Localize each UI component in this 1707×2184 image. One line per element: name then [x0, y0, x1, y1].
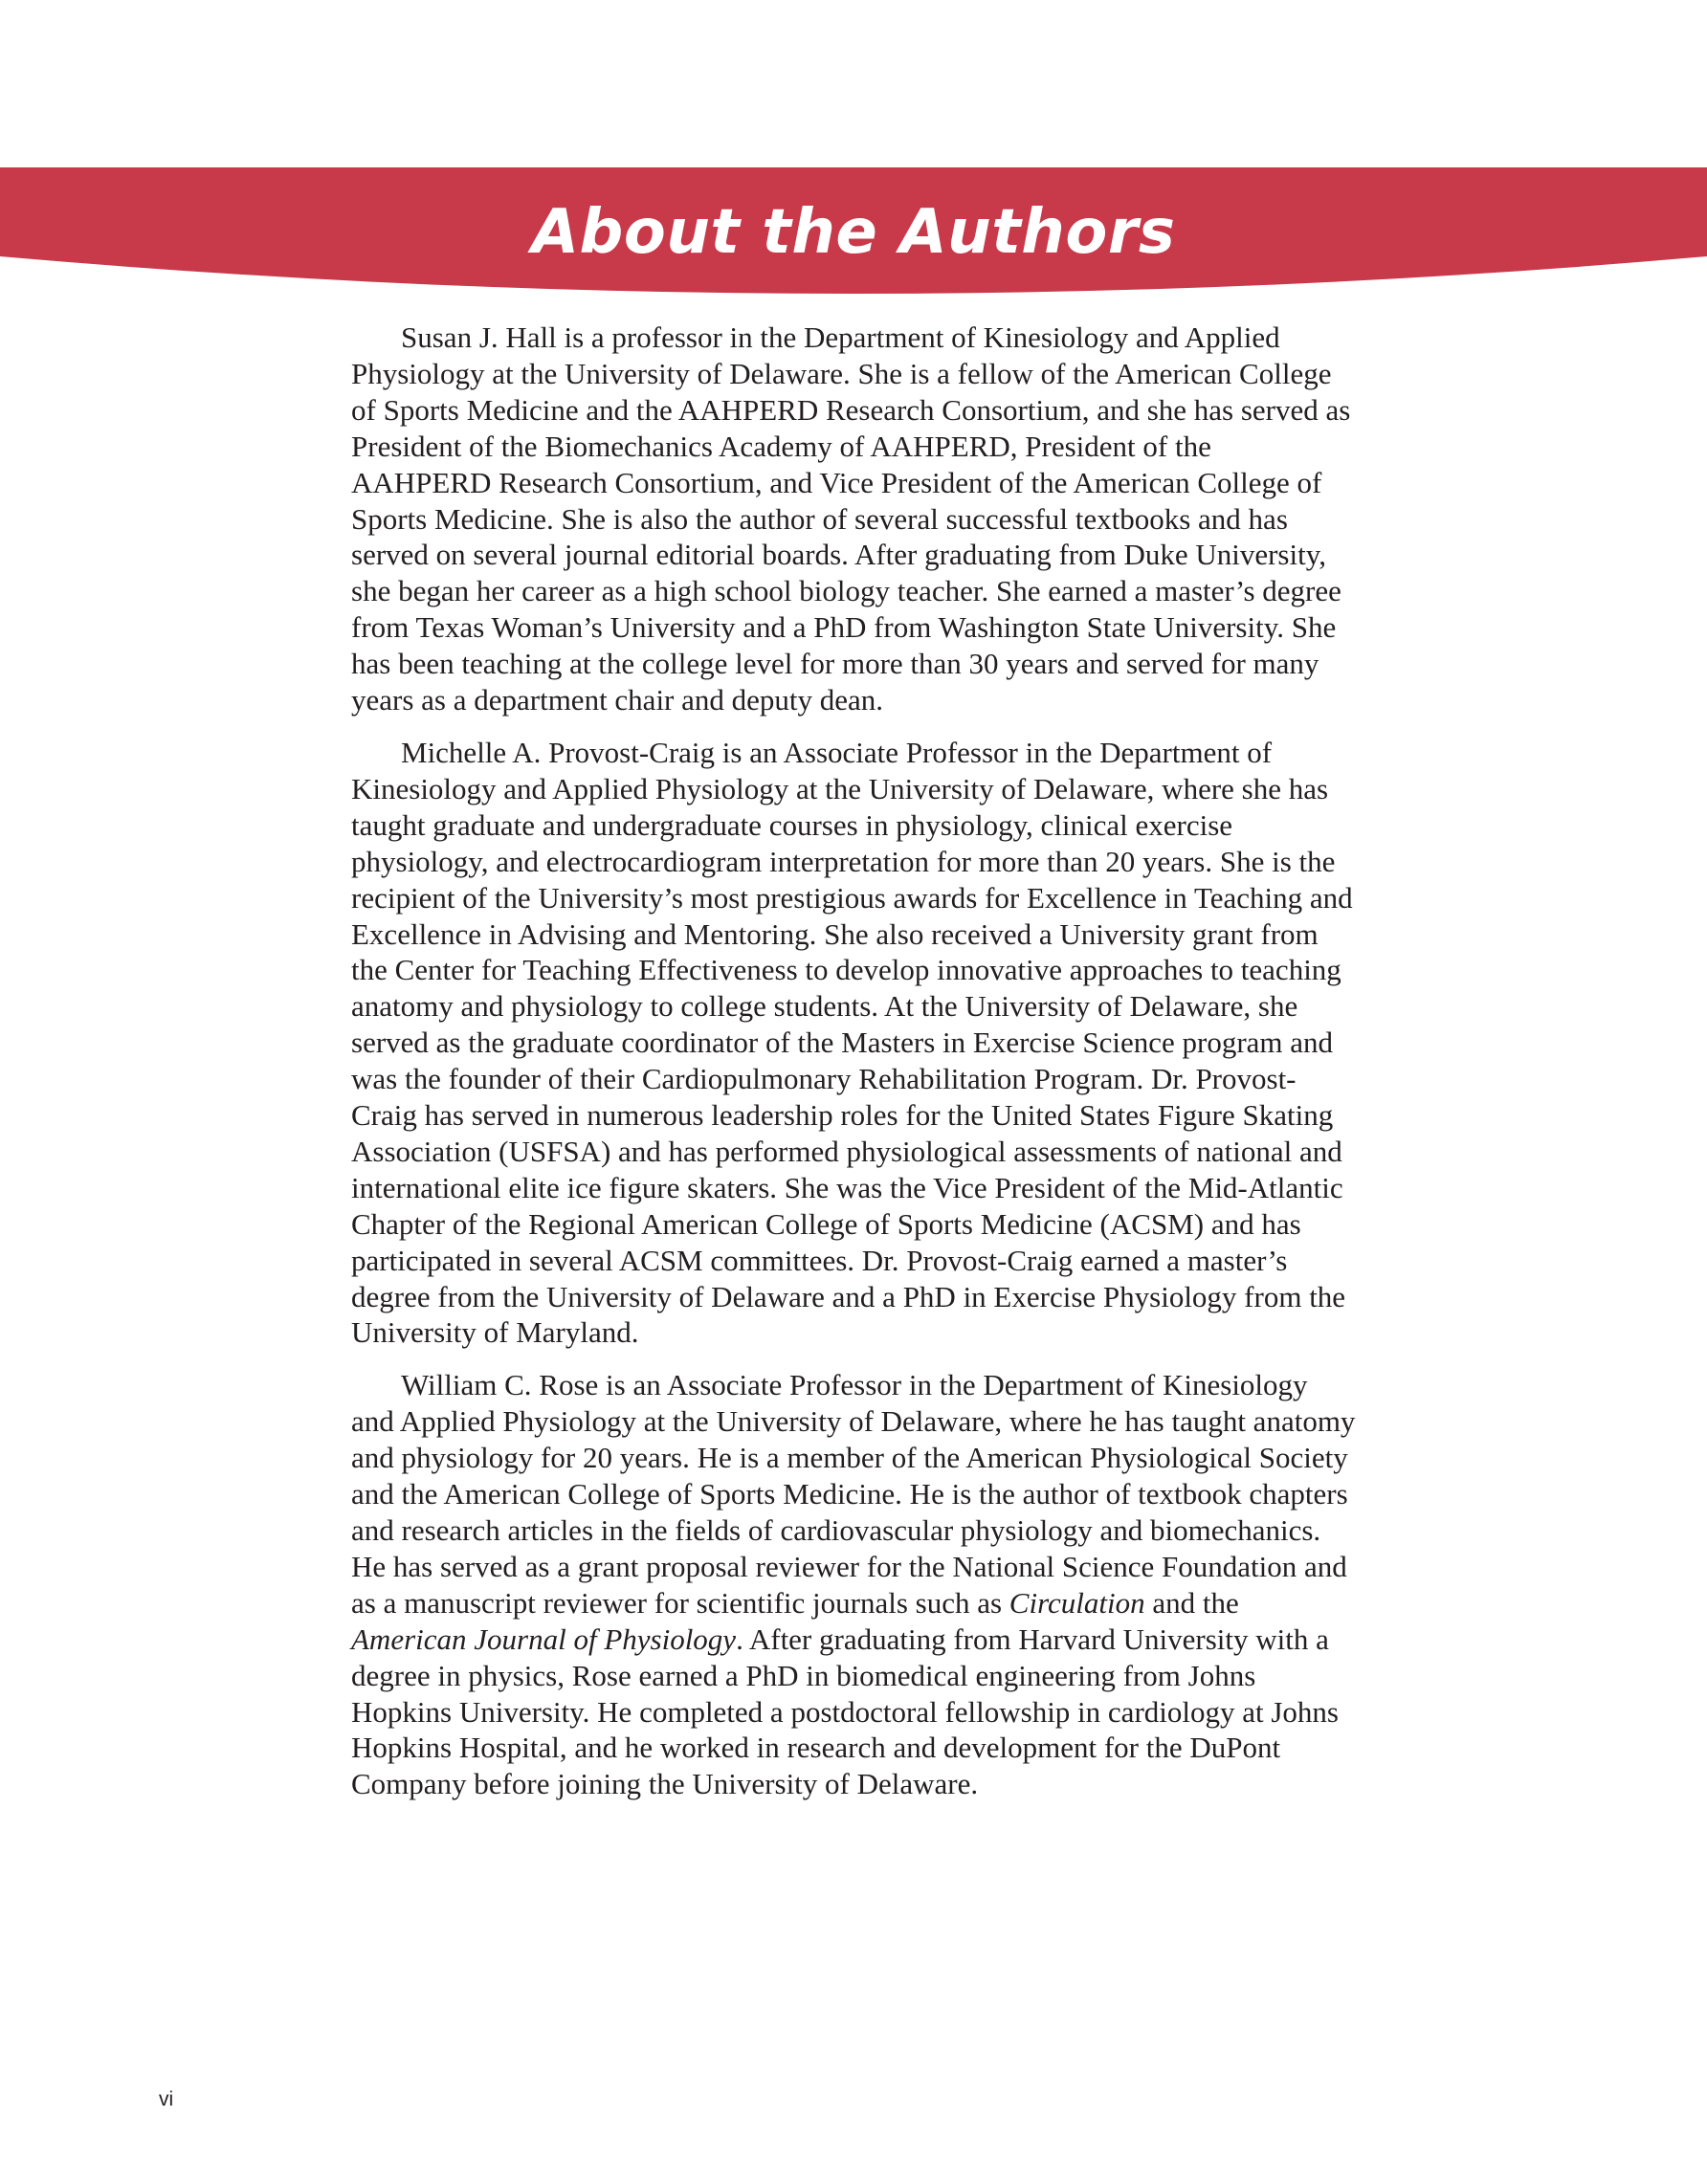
journal-title: American Journal of Physiology	[351, 1621, 737, 1656]
author-bios	[351, 320, 1356, 1819]
bio-michelle-provost-craig: Michelle A. Provost-Craig is an Associate Professor in the Department of Kinesiology and Applied Physiology at the University of Delaware, where she has taught graduate and undergraduate courses in physiology, clinical exercise physiology, and electrocardiogram interpretation for more than 20 years. She is the recipient of the University’s most prestigious awards for Excellence in Teaching and Excellence in Advising and Mentoring. She also received a University grant from the Center for Teaching Effectiveness to develop innovative approaches to teaching anatomy and physiology to college students. At the University of Delaware, she served as the graduate coordinator of the Masters in Exercise Science program and was the founder of their Cardiopulmonary Rehabilitation Program. Dr. Provost-Craig has served in numerous leadership roles for the United States Figure Skating Association (USFSA) and has performed physiological assessments of national and international elite ice figure skaters. She was the Vice President of the Mid-Atlantic Chapter of the Regional American College of Sports Medicine (ACSM) and has participated in several ACSM committees. Dr. Provost-Craig earned a master’s degree from the University of Delaware and a PhD in Exercise Physiology from the University of Maryland.	[351, 735, 1353, 1350]
bio-text-part: and the	[1144, 1585, 1239, 1620]
bio-william-rose	[351, 1367, 1356, 1802]
bio-text-part: William C. Rose is an Associate Professor in the Department of Kinesiology and Applied Physiology at the University of Delaware, where he has taught anatomy and physiology for 20 years. He is a member of the American Physiological Society and the American College of Sports Medicine. He is the author of textbook chapters and research articles in the fields of cardiovascular physiology and biomechanics. He has served as a grant proposal reviewer for the National Science Foundation and as a manuscript reviewer for scientific journals such as	[351, 1368, 1356, 1620]
bio-text-part: . After graduating from Harvard University with a degree in physics, Rose earned a PhD in biomedical engineering from Johns Hopkins University. He completed a postdoctoral fellowship in cardiology at Johns Hopkins Hospital, and he worked in research and development for the DuPont Company before joining the University of Delaware.	[351, 1621, 1339, 1801]
page-number: vi	[159, 2088, 174, 2110]
page-title: About the Authors	[531, 197, 1176, 268]
title-banner	[0, 0, 1707, 306]
bio-susan-hall: Susan J. Hall is a professor in the Department of Kinesiology and Applied Physiology at the University of Delaware. She is a fellow of the American College of Sports Medicine and the AAHPERD Research Consortium, and she has served as President of the Biomechanics Academy of AAHPERD, President of the AAHPERD Research Consortium, and Vice President of the American College of Sports Medicine. She is also the author of several successful textbooks and has served on several journal editorial boards. After graduating from Duke University, she began her career as a high school biology teacher. She earned a master’s degree from Texas Woman’s University and a PhD from Washington State University. She has been teaching at the college level for more than 30 years and served for many years as a department chair and deputy dean.	[351, 320, 1351, 717]
journal-title: Circulation	[1009, 1585, 1145, 1620]
